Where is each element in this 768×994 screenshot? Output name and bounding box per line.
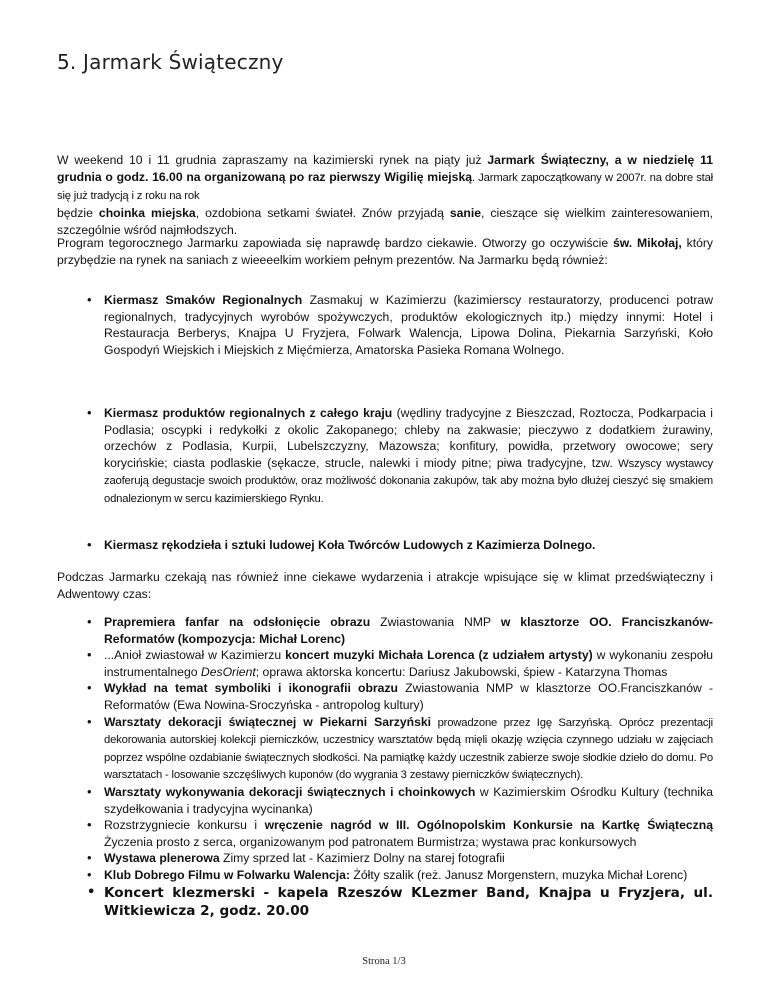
event-bold: koncert muzyki Michała Lorenca (z udziałem artysty) bbox=[285, 648, 593, 663]
program-bold-1: św. Mikołaj, bbox=[613, 236, 682, 250]
event-text: Życzenia prosto z serca, organizowanym pod patronatem Burmistrza; wystawa prac konkursowych bbox=[104, 834, 637, 849]
program-text-2: który przybędzie na rynek na saniach z wieeeelkim workiem pełnym prezentów. Na Jarmarku będą również: bbox=[57, 236, 714, 267]
list-item bbox=[87, 817, 713, 850]
fair-title: Kiermasz produktów regionalnych z całego kraju bbox=[104, 406, 393, 420]
list-item bbox=[87, 850, 713, 867]
fair-list-3 bbox=[87, 537, 713, 554]
list-item bbox=[87, 647, 713, 680]
list-item bbox=[87, 614, 713, 647]
program-paragraph bbox=[57, 235, 713, 269]
fair-text: Zasmakuj w Kazimierzu (kazimierscy restauratorzy, producenci potraw regionalnych, tradycyjnych wyrobów spożywczych, produktów ekologicznych itp.) między innymi: Hotel i Restauracja Berberys, Knajpa U Fryzjera, Folwark Walencja, Lipowa Dolina, Piekarnia Sarzyński, Koło Gospodyń Wiejskich i Miejskich z Mięćmierza, Amatorska Pasieka Romana Wolnego. bbox=[104, 293, 714, 357]
event-bold: Wykład na temat symboliki i ikonografii obrazu bbox=[104, 681, 398, 696]
event-text: w Kazimierskim Ośrodku Kultury (technika szydełkowania i tradycyjna wycinanka) bbox=[104, 784, 713, 816]
events-intro: Podczas Jarmarku czekają nas również inne ciekawe wydarzenia i atrakcje wpisujące się w klimat przedświąteczny i Adwentowy czas: bbox=[57, 570, 713, 601]
list-item bbox=[87, 714, 713, 784]
events-list bbox=[87, 614, 713, 920]
fair-list-2 bbox=[87, 405, 713, 508]
fair-list-1 bbox=[87, 292, 713, 358]
event-bold: Warsztaty wykonywania dekoracji świątecznych i choinkowych bbox=[104, 784, 476, 799]
list-item bbox=[87, 680, 713, 713]
fair-text-2: Wszyscy wystawcy zaoferują degustacje swoich produktów, oraz możliwość dokonania zakupów, tak aby można było dłużej cieszyć się smakiem odnalezionym w sercu kazimierskiego Rynku. bbox=[104, 457, 713, 505]
page-footer: Strona 1/3 bbox=[362, 956, 406, 967]
page-title: 5. Jarmark Świąteczny bbox=[57, 50, 284, 74]
event-bold: Wystawa plenerowa bbox=[104, 851, 220, 866]
event-text: ; oprawa aktorska koncertu: Dariusz Jakubowski, śpiew - Katarzyna Thomas bbox=[255, 664, 668, 679]
list-item bbox=[87, 884, 713, 920]
event-text: w wykonaniu zespołu instrumentalnego bbox=[104, 648, 713, 679]
intro-bold-1: Jarmark Świąteczny, a w niedzielę 11 grudnia o godz. 16.00 na organizowaną po raz pierwszy Wigilię miejską bbox=[57, 153, 713, 184]
event-bold: wręczenie nagród w III. Ogólnopolskim Konkursie na Kartkę Świąteczną bbox=[264, 818, 713, 833]
fair-title: Kiermasz rękodzieła i sztuki ludowej Koła Twórców Ludowych z Kazimierza Dolnego. bbox=[104, 538, 596, 552]
event-text: Zwiastowania NMP bbox=[370, 615, 501, 629]
event-text: Zimy sprzed lat - Kazimierz Dolny na starej fotografii bbox=[219, 851, 505, 866]
list-item bbox=[87, 867, 713, 884]
event-text: prowadzone przez Igę Sarzyńską. Oprócz prezentacji dekorowania autorskiej kolekcji pierniczków, uczestnicy warsztatów będą mięli okazję wzięcia czynnego udziału w zajęciach poprzez wspólne ozdabianie świątecznych słodkości. Na pamiątkę każdy uczestnik zabierze swoje słodkie dzieło do domu. Po warsztatach - losowanie szczęśliwych kuponów (do wygrania 3 zestawy pierniczków świątecznych). bbox=[104, 716, 713, 782]
program-text-1: Program tegorocznego Jarmarku zapowiada się naprawdę bardzo ciekawie. Otworzy go oczywiście bbox=[57, 236, 613, 250]
event-bold: Prapremiera fanfar na odsłonięcie obrazu bbox=[104, 615, 371, 629]
event-text: Rozstrzygniecie konkursu i bbox=[104, 818, 265, 833]
event-bold: Warsztaty dekoracji świątecznej w Piekarni Sarzyński bbox=[104, 714, 432, 729]
event-bold: Koncert klezmerski - kapela Rzeszów KLezmer Band, Knajpa u Fryzjera, ul. Witkiewicza 2, godz. 20.00 bbox=[104, 884, 713, 919]
intro-text-5: , cieszące się wielkim zainteresowaniem, szczególnie wśród najmłodszych. bbox=[57, 206, 713, 237]
intro-text-4: , ozdobiona setkami świateł. Znów przyjadą bbox=[195, 206, 450, 220]
event-text: ...Anioł zwiastował w Kazimierzu bbox=[104, 648, 286, 663]
list-item bbox=[87, 784, 713, 817]
list-item bbox=[87, 537, 713, 554]
intro-text-2: . Jarmark zapoczątkowany w 2007r. na dobre stał się już tradycją i z roku na rok bbox=[57, 172, 713, 202]
list-item bbox=[87, 405, 713, 508]
intro-text-1: W weekend 10 i 11 grudnia zapraszamy na kazimierski rynek na piąty już bbox=[57, 153, 488, 167]
intro-bold-2: choinka miejska bbox=[98, 206, 196, 220]
event-text: Żółty szalik (reż. Janusz Morgenstern, muzyka Michał Lorenc) bbox=[350, 867, 688, 882]
event-text: Zwiastowania NMP w klasztorze OO.Franciszkanów - Reformatów (Ewa Nowina-Sroczyńska - antropolog kultury) bbox=[104, 681, 713, 712]
fair-title: Kiermasz Smaków Regionalnych bbox=[104, 293, 303, 307]
list-item bbox=[87, 292, 713, 358]
event-bold: Klub Dobrego Filmu w Folwarku Walencja: bbox=[104, 867, 351, 882]
intro-text-3: będzie bbox=[57, 206, 99, 220]
event-italic: DesOrient bbox=[200, 664, 256, 679]
intro-bold-3: sanie bbox=[449, 206, 482, 220]
event-bold: w klasztorze OO. Franciszkanów-Reformatów (kompozycja: Michał Lorenc) bbox=[104, 615, 713, 646]
fair-text: (wędliny tradycyjne z Bieszczad, Roztocza, Podkarpacia i Podlasia; oscypki i redykołki z okolic Zakopanego; chleby na zakwasie; pieczywo z dodatkiem żurawiny, orzechów z Podlasia, Kurpii, Lubelszczyzny, Mazowsza; konfitury, powidła, przetwory owocowe; sery korycińskie; ciasta podlaskie (sękacze, strucle, nalewki i miody pitne; piwa tradycyjne, tzw. bbox=[104, 406, 713, 470]
intro-paragraph bbox=[57, 152, 713, 239]
